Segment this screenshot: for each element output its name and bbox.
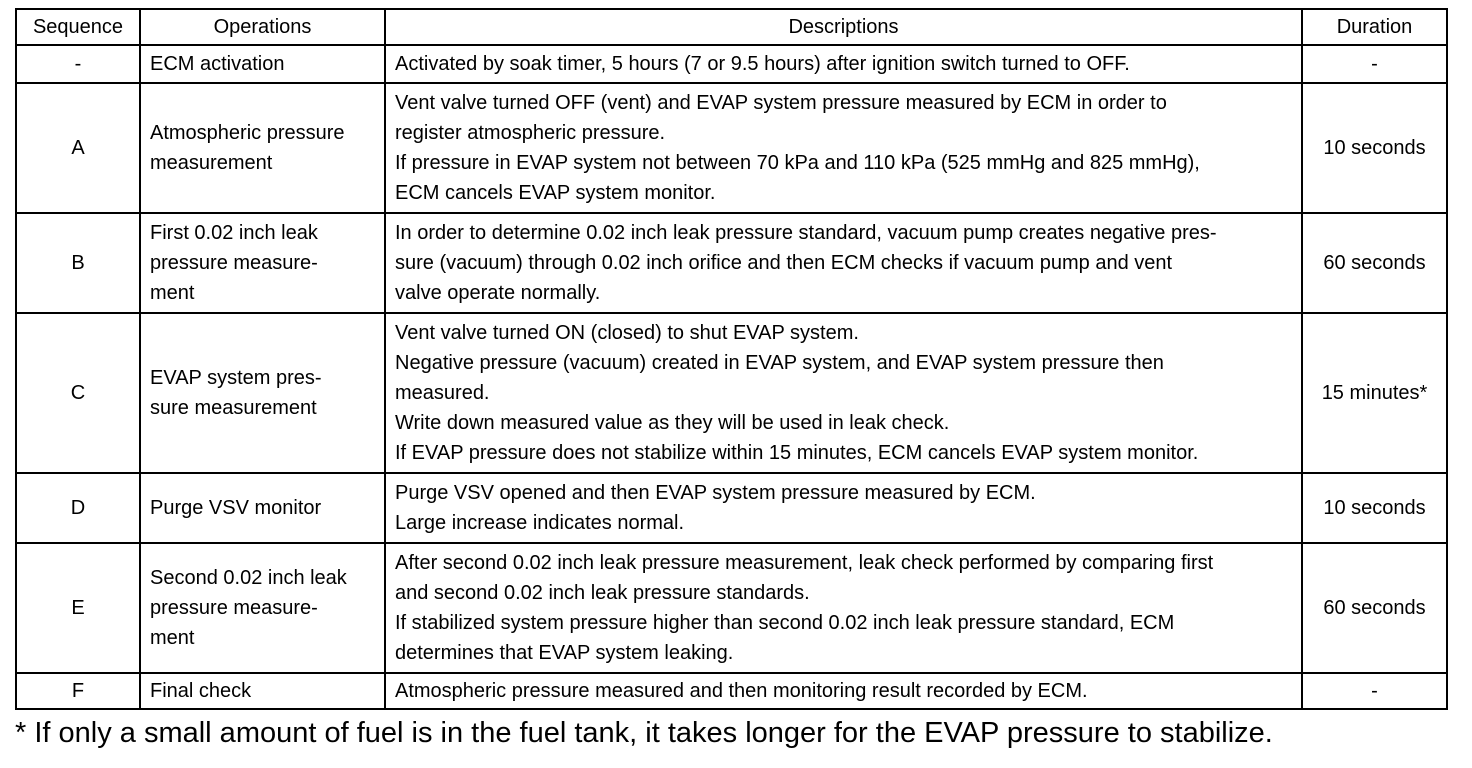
operation-cell bbox=[140, 83, 385, 213]
operation-line: First 0.02 inch leak bbox=[150, 222, 318, 244]
table-body bbox=[16, 45, 1447, 709]
description-cell bbox=[385, 473, 1302, 543]
header-sequence: Sequence bbox=[16, 9, 140, 45]
sequence-cell: - bbox=[16, 45, 140, 83]
duration-cell: 60 seconds bbox=[1302, 543, 1447, 673]
header-descriptions: Descriptions bbox=[385, 9, 1302, 45]
duration-cell: 10 seconds bbox=[1302, 83, 1447, 213]
table-header-row bbox=[16, 9, 1447, 45]
sequence-cell: D bbox=[16, 473, 140, 543]
description-line: Activated by soak timer, 5 hours (7 or 9.5 hours) after ignition switch turned to OFF. bbox=[395, 53, 1130, 75]
description-line: register atmospheric pressure. bbox=[395, 122, 666, 144]
sequence-cell: F bbox=[16, 673, 140, 709]
table-row bbox=[16, 83, 1447, 213]
table-row bbox=[16, 213, 1447, 313]
description-line: Write down measured value as they will be used in leak check. bbox=[395, 412, 950, 434]
description-line: In order to determine 0.02 inch leak pressure standard, vacuum pump creates negative pres- bbox=[395, 222, 1217, 244]
description-line: determines that EVAP system leaking. bbox=[395, 642, 734, 664]
description-line: valve operate normally. bbox=[395, 282, 601, 304]
operation-line: measurement bbox=[150, 152, 273, 174]
operation-line: ment bbox=[150, 627, 195, 649]
sequence-cell: E bbox=[16, 543, 140, 673]
table-row bbox=[16, 313, 1447, 473]
operation-cell bbox=[140, 543, 385, 673]
duration-cell: - bbox=[1302, 673, 1447, 709]
duration-cell: 60 seconds bbox=[1302, 213, 1447, 313]
description-line: Vent valve turned ON (closed) to shut EVAP system. bbox=[395, 322, 859, 344]
operation-cell bbox=[140, 213, 385, 313]
description-cell bbox=[385, 213, 1302, 313]
sequence-cell: A bbox=[16, 83, 140, 213]
operation-line: pressure measure- bbox=[150, 597, 318, 619]
description-line: Vent valve turned OFF (vent) and EVAP system pressure measured by ECM in order to bbox=[395, 92, 1167, 114]
description-line: and second 0.02 inch leak pressure standards. bbox=[395, 582, 810, 604]
description-line: ECM cancels EVAP system monitor. bbox=[395, 182, 716, 204]
description-line: Large increase indicates normal. bbox=[395, 512, 685, 534]
sequence-cell: B bbox=[16, 213, 140, 313]
operation-cell bbox=[140, 313, 385, 473]
table-row bbox=[16, 673, 1447, 709]
description-cell bbox=[385, 45, 1302, 83]
operation-line: Second 0.02 inch leak bbox=[150, 567, 347, 589]
duration-cell: - bbox=[1302, 45, 1447, 83]
header-operations: Operations bbox=[140, 9, 385, 45]
duration-cell: 10 seconds bbox=[1302, 473, 1447, 543]
table-row bbox=[16, 45, 1447, 83]
evap-monitor-table-container bbox=[15, 8, 1446, 710]
description-line: If pressure in EVAP system not between 70 kPa and 110 kPa (525 mmHg and 825 mmHg), bbox=[395, 152, 1200, 174]
description-line: Negative pressure (vacuum) created in EVAP system, and EVAP system pressure then bbox=[395, 352, 1164, 374]
description-line: If EVAP pressure does not stabilize within 15 minutes, ECM cancels EVAP system monitor. bbox=[395, 442, 1199, 464]
description-line: Purge VSV opened and then EVAP system pressure measured by ECM. bbox=[395, 482, 1036, 504]
sequence-cell: C bbox=[16, 313, 140, 473]
operation-line: pressure measure- bbox=[150, 252, 318, 274]
operation-cell bbox=[140, 473, 385, 543]
operation-cell bbox=[140, 45, 385, 83]
description-cell bbox=[385, 673, 1302, 709]
operation-line: ment bbox=[150, 282, 195, 304]
description-cell bbox=[385, 543, 1302, 673]
operation-line: Final check bbox=[150, 680, 252, 702]
description-line: Atmospheric pressure measured and then monitoring result recorded by ECM. bbox=[395, 680, 1088, 702]
operation-cell bbox=[140, 673, 385, 709]
description-line: If stabilized system pressure higher than second 0.02 inch leak pressure standard, ECM bbox=[395, 612, 1175, 634]
description-cell bbox=[385, 83, 1302, 213]
operation-line: Purge VSV monitor bbox=[150, 497, 322, 519]
operation-line: sure measurement bbox=[150, 397, 317, 419]
operation-line: EVAP system pres- bbox=[150, 367, 322, 389]
operation-line: Atmospheric pressure bbox=[150, 122, 345, 144]
description-line: sure (vacuum) through 0.02 inch orifice and then ECM checks if vacuum pump and vent bbox=[395, 252, 1173, 274]
operation-line: ECM activation bbox=[150, 53, 285, 75]
description-line: After second 0.02 inch leak pressure measurement, leak check performed by comparing first bbox=[395, 552, 1214, 574]
description-line: measured. bbox=[395, 382, 490, 404]
footnote: * If only a small amount of fuel is in the fuel tank, it takes longer for the EVAP pressure to stabilize. bbox=[15, 717, 1273, 749]
table-row bbox=[16, 473, 1447, 543]
header-duration: Duration bbox=[1302, 9, 1447, 45]
table-row bbox=[16, 543, 1447, 673]
description-cell bbox=[385, 313, 1302, 473]
duration-cell: 15 minutes* bbox=[1302, 313, 1447, 473]
evap-monitor-sequence-table bbox=[15, 8, 1448, 710]
